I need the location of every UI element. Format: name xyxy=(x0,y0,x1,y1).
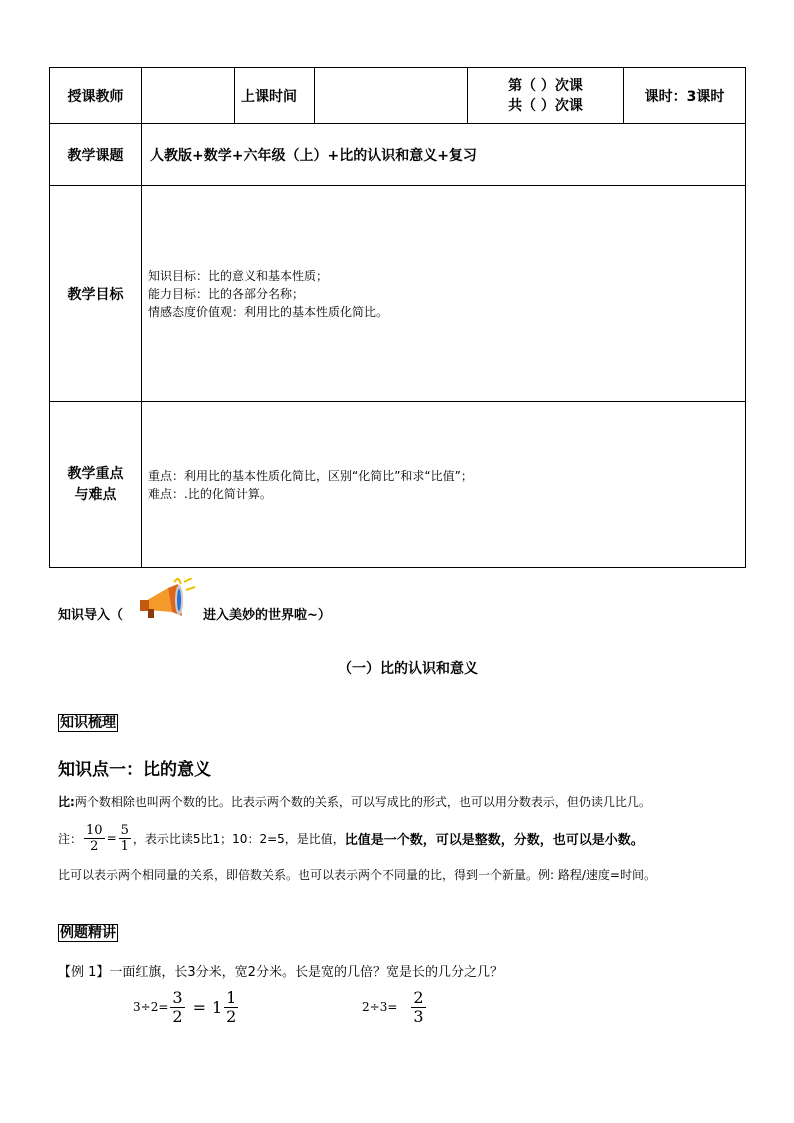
fraction-denominator: 1 xyxy=(120,838,129,854)
knowledge-point-title: 知识点一：比的意义 xyxy=(58,760,211,780)
key-label-line2: 与难点 xyxy=(74,486,117,503)
goal-attitude: 情感态度价值观：利用比的基本性质化简比。 xyxy=(148,304,389,319)
definition-term: 比: xyxy=(58,795,75,809)
fraction-2-3 xyxy=(411,987,425,1026)
fraction-1-2 xyxy=(224,987,238,1026)
topic-label: 教学课题 xyxy=(50,124,142,186)
difficult-point: 难点：.比的化简计算。 xyxy=(148,486,272,501)
calc-expression: 2÷3= xyxy=(362,1000,398,1014)
ratio-definition xyxy=(58,793,651,810)
section-title: （一）比的认识和意义 xyxy=(338,661,478,677)
equals-sign: = xyxy=(106,831,117,845)
key-point: 重点：利用比的基本性质化简比，区别“化简比”和求“比值”； xyxy=(148,468,473,483)
note-bold-text: 比值是一个数，可以是整数，分数，也可以是小数。 xyxy=(344,832,644,848)
goal-knowledge: 知识目标：比的意义和基本性质； xyxy=(148,268,329,283)
fraction-10-2 xyxy=(84,824,105,853)
lesson-total: 共（ ）次课 xyxy=(508,97,583,114)
time-value xyxy=(315,68,468,124)
fraction-3-2 xyxy=(170,987,184,1026)
equals-sign: = xyxy=(192,997,206,1017)
example-text: 一面红旗，长3分米，宽2分米。长是宽的几倍？宽是长的几分之几？ xyxy=(109,965,503,980)
lesson-hours: 课时：3课时 xyxy=(624,68,746,124)
lesson-number: 第（ ）次课 xyxy=(508,77,583,94)
ratio-relation-text: 比可以表示两个相同量的关系，即倍数关系。也可以表示两个不同量的比，得到一个新量。例: 路程/速度=时间。 xyxy=(58,868,656,882)
fraction-numerator: 2 xyxy=(413,987,424,1007)
intro-suffix: 进入美妙的世界啦~） xyxy=(203,608,331,623)
example-heading-label: 例题精讲 xyxy=(60,925,116,941)
topic-value: 人教版+数学+六年级（上）+比的认识和意义+复习 xyxy=(142,124,746,186)
teacher-label: 授课教师 xyxy=(50,68,142,124)
intro-prefix: 知识导入（ xyxy=(58,608,124,623)
calc-width-over-length xyxy=(362,986,428,1028)
lesson-plan-table xyxy=(49,67,746,568)
teacher-value xyxy=(142,68,235,124)
fraction-denominator: 2 xyxy=(172,1006,183,1026)
definition-text: 两个数相除也叫两个数的比。比表示两个数的关系，可以写成比的形式，也可以用分数表示，但仍读几比几。 xyxy=(74,795,651,809)
note-text: ，表示比读5比1；10：2=5，是比值， xyxy=(132,831,345,846)
key-points-cell xyxy=(142,402,746,568)
fraction-numerator: 1 xyxy=(226,987,237,1007)
fraction-denominator: 2 xyxy=(226,1006,237,1026)
calc-expression: 3÷2= xyxy=(133,1000,169,1014)
intro-line xyxy=(58,604,123,623)
fraction-denominator: 2 xyxy=(90,838,99,854)
knowledge-heading-label: 知识梳理 xyxy=(60,715,116,731)
megaphone-icon xyxy=(134,578,196,622)
example-1 xyxy=(58,961,503,980)
fraction-numerator: 5 xyxy=(120,822,129,838)
goals-cell xyxy=(142,186,746,402)
example-heading xyxy=(58,922,118,942)
note-line xyxy=(58,818,644,858)
goals-label: 教学目标 xyxy=(50,186,142,402)
fraction-numerator: 3 xyxy=(172,987,183,1007)
knowledge-heading xyxy=(58,712,118,732)
fraction-numerator: 10 xyxy=(86,822,103,838)
goal-ability: 能力目标：比的各部分名称； xyxy=(148,286,305,301)
key-label-line1: 教学重点 xyxy=(67,465,124,482)
time-label: 上课时间 xyxy=(235,68,315,124)
fraction-5-1 xyxy=(119,824,131,853)
fraction-denominator: 3 xyxy=(413,1006,424,1026)
note-label: 注： xyxy=(58,831,83,846)
key-points-label xyxy=(50,402,142,568)
lesson-count-cell xyxy=(468,68,624,124)
mixed-whole: 1 xyxy=(211,997,223,1017)
calc-length-over-width xyxy=(133,986,240,1028)
example-label: 【例 1】 xyxy=(58,965,110,980)
